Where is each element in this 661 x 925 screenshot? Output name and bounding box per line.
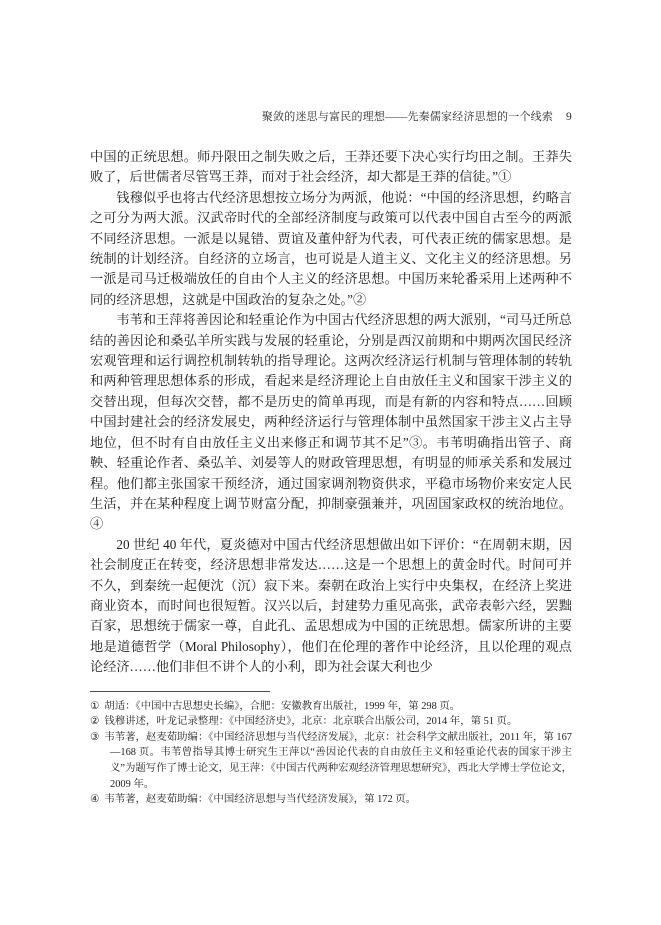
paragraph: 钱穆似乎也将古代经济思想按立场分为两派，他说：“中国的经济思想，约略言之可分为两大派。汉武帝时代的全部经济制度与政策可以代表中国自古至今的两派不同经济思想。一派是以晁错、贾谊及董仲舒为代表，可代表正统的儒家思想。是统制的计划经济。自经济的立场言，也可说是人道主义、文化主义的经济思想。另一派是司马迁极端放任的自由个人主义的经济思想。中国历来轮番采用上述两种不同的经济思想，这就是中国政治的复杂之处。”② bbox=[90, 189, 572, 307]
footnote-marker: ④ bbox=[90, 794, 100, 806]
footnotes-section bbox=[90, 691, 572, 808]
footnote-marker: ① bbox=[90, 700, 100, 712]
page-number: 9 bbox=[566, 111, 572, 123]
page-content bbox=[90, 108, 572, 808]
footnote bbox=[90, 714, 572, 730]
footnote bbox=[90, 699, 572, 715]
footnote-marker: ③ bbox=[90, 731, 100, 743]
footnote-text: 胡适：《中国中古思想史长编》，合肥：安徽教育出版社，1999 年，第 298 页。 bbox=[104, 700, 461, 712]
footnote-text: 钱穆讲述，叶龙记录整理：《中国经济史》，北京：北京联合出版公司，2014 年，第 51 页。 bbox=[104, 716, 518, 728]
paragraph: 韦苇和王萍将善因论和轻重论作为中国古代经济思想的两大派别，“司马迁所总结的善因论和桑弘羊所实践与发展的轻重论，分别是西汉前期和中期两次国民经济宏观管理和运行调控机制转轨的指导理论。这两次经济运行机制与管理体制的转轨和两种管理思想体系的形成，看起来是经济理论上自由放任主义和国家干涉主义的交替出现，但每次交替，都不是历史的简单再现，而是有新的内容和特点……回顾中国封建社会的经济发展史，两种经济运行与管理体制中虽然国家干涉主义占主导地位，但不时有自由放任主义出来修正和调节其不足”③。韦苇明确指出管子、商鞅、轻重论作者、桑弘羊、刘晏等人的财政管理思想，有明显的师承关系和发展过程。他们都主张国家干预经济，通过国家调剂物资供求，平稳市场物价来安定人民生活，并在某种程度上调节财富分配，抑制豪强兼并，巩固国家政权的统治地位。④ bbox=[90, 312, 572, 532]
footnote-marker: ② bbox=[90, 716, 100, 728]
footnote bbox=[90, 730, 572, 792]
body-text bbox=[90, 147, 572, 678]
footnote bbox=[90, 792, 572, 808]
footnote-text: 韦苇著，赵麦茹助编：《中国经济思想与当代经济发展》，第 172 页。 bbox=[104, 794, 417, 806]
footnote-divider bbox=[90, 691, 270, 692]
paragraph-continuation: 中国的正统思想。师丹限田之制失败之后，王莽还要下决心实行均田之制。王莽失败了，后世儒者尽管骂王莽，而对于社会经济，却大都是王莽的信徒。”① bbox=[90, 149, 572, 185]
running-header-title: 聚敛的迷思与富民的理想——先秦儒家经济思想的一个线索 bbox=[261, 111, 554, 123]
footnote-text: 韦苇著，赵麦茹助编：《中国经济思想与当代经济发展》，北京：社会科学文献出版社，2011 年，第 167—168 页。韦苇曾指导其博士研究生王萍以“善因论代表的自由放任主义和轻重论代表的国家干涉主义”为题写作了博士论文，见王萍：《中国古代两种宏观经济管理思想研究》，西北大学博士学位论文，2009 年。 bbox=[104, 731, 572, 790]
running-header bbox=[90, 108, 572, 124]
paragraph: 20 世纪 40 年代，夏炎德对中国古代经济思想做出如下评价：“在周朝末期，因社会制度正在转变，经济思想非常发达……这是一个思想上的黄金时代。时间可并不久，到秦统一起便沈（沉）寂下来。秦朝在政治上实行中央集权，在经济上奖进商业资本，而时间也很短暂。汉兴以后，封建势力重见高张，武帝表彰六经，罢黜百家，思想统于儒家一尊，自此孔、孟思想成为中国的正统思想。儒家所讲的主要地是道德哲学（Moral Philosophy），他们在伦理的著作中论经济，且以伦理的观点论经济……他们非但不讲个人的小利，即为社会谋大利也少 bbox=[90, 536, 572, 675]
